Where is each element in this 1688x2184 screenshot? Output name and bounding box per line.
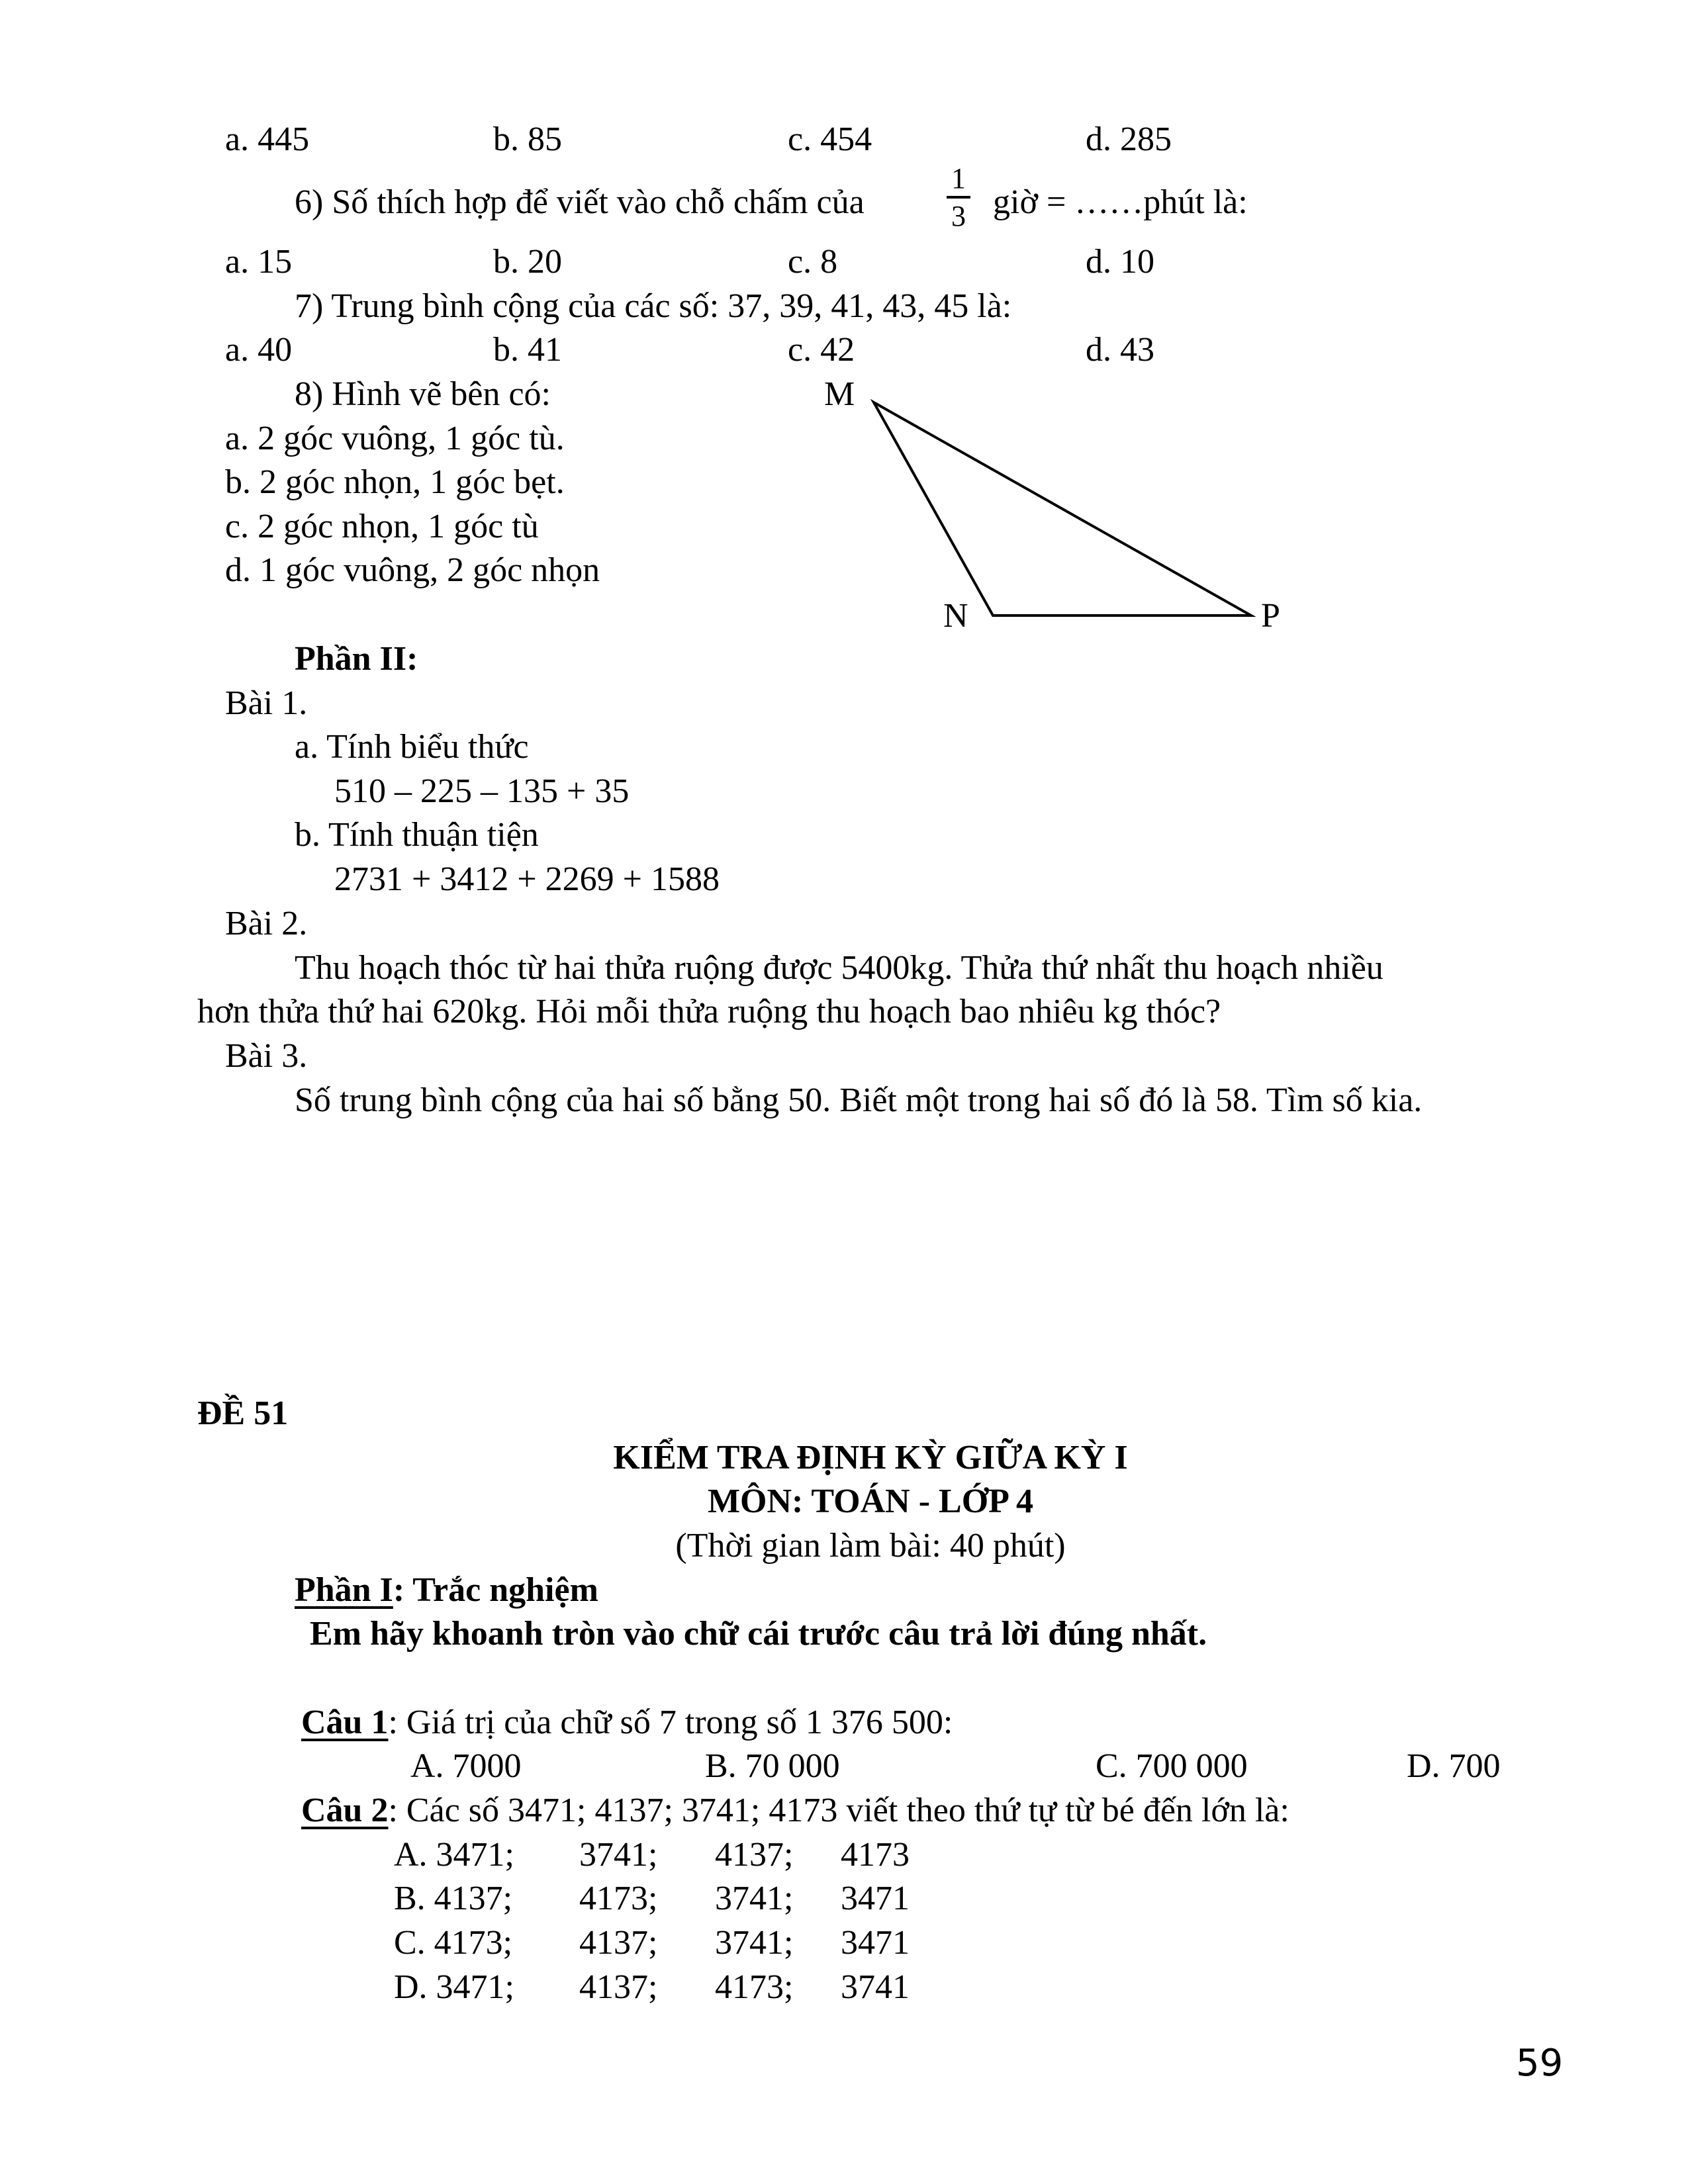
cau2-question [301, 1794, 1289, 1828]
cau2-option-d-col2: 4137; [579, 1968, 658, 2006]
de51-label: ĐỀ 51 [197, 1394, 289, 1432]
triangle-mnp [874, 402, 1251, 615]
q7-option-c: c. 42 [788, 331, 855, 369]
cau1-option-b: B. 70 000 [705, 1747, 840, 1785]
q8-option-b: b. 2 góc nhọn, 1 góc bẹt. [225, 463, 565, 501]
cau2-option-c-col3: 3741; [715, 1924, 794, 1962]
cau2-option-a-col1: A. 3471; [394, 1836, 514, 1874]
exam-subject: MÔN: TOÁN - LỚP 4 [707, 1482, 1034, 1520]
cau1-option-c: C. 700 000 [1096, 1747, 1248, 1785]
cau2-option-a-col3: 4137; [715, 1836, 794, 1874]
page-number: 59 [1516, 2042, 1564, 2085]
q6-option-c: c. 8 [788, 243, 838, 281]
q6-option-b: b. 20 [493, 243, 562, 281]
bai3-text: Số trung bình cộng của hai số bằng 50. Biết một trong hai số đó là 58. Tìm số kia. [295, 1081, 1423, 1119]
cau2-option-d-col4: 3741 [841, 1968, 910, 2006]
cau2-option-c-col4: 3471 [841, 1924, 910, 1962]
bai3-title: Bài 3. [225, 1037, 308, 1075]
bai2-line-1: Thu hoạch thóc từ hai thửa ruộng được 5400kg. Thửa thứ nhất thu hoạch nhiều [295, 949, 1383, 987]
cau2-option-b-col3: 3741; [715, 1880, 794, 1917]
q5-option-d: d. 285 [1086, 120, 1172, 158]
part1-label: Phần I [295, 1571, 393, 1609]
cau2-option-b-col4: 3471 [841, 1880, 910, 1917]
cau1-question [301, 1706, 953, 1740]
cau1-option-a: A. 7000 [410, 1747, 522, 1785]
cau2-option-b-col1: B. 4137; [394, 1880, 513, 1917]
q8-option-a: a. 2 góc vuông, 1 góc tù. [225, 420, 565, 457]
cau1-option-d: D. 700 [1407, 1747, 1501, 1785]
vertex-label-m: M [824, 375, 855, 413]
q7-option-b: b. 41 [493, 331, 562, 369]
cau2-option-c-col2: 4137; [579, 1924, 658, 1962]
vertex-label-n: N [943, 597, 968, 635]
part1-rest: : Trắc nghiệm [393, 1571, 598, 1609]
q5-option-c: c. 454 [788, 120, 872, 158]
q6-option-d: d. 10 [1086, 243, 1154, 281]
cau2-option-d-col1: D. 3471; [394, 1968, 514, 2006]
q7-text: 7) Trung bình cộng của các số: 37, 39, 41, 43, 45 là: [295, 287, 1012, 325]
q5-option-a: a. 445 [225, 120, 310, 158]
cau2-option-a-col2: 3741; [579, 1836, 658, 1874]
q6-fraction-denominator: 3 [951, 200, 966, 232]
cau2-option-b-col2: 4173; [579, 1880, 658, 1917]
cau1-label: Câu 1 [301, 1704, 389, 1741]
cau2-option-d-col3: 4173; [715, 1968, 794, 2006]
bai1-title: Bài 1. [225, 684, 308, 722]
exam-instruction: Em hãy khoanh tròn vào chữ cái trước câu trả lời đúng nhất. [310, 1615, 1207, 1653]
bai1-b-expression: 2731 + 3412 + 2269 + 1588 [334, 860, 720, 898]
cau2-text: : Các số 3471; 4137; 3741; 4173 viết theo thứ tự từ bé đến lớn là: [388, 1792, 1289, 1829]
bai1-b-label: b. Tính thuận tiện [295, 816, 539, 854]
exam-time: (Thời gian làm bài: 40 phút) [675, 1527, 1066, 1565]
vertex-label-p: P [1261, 597, 1280, 635]
q7-option-a: a. 40 [225, 331, 293, 369]
q8-text: 8) Hình vẽ bên có: [295, 375, 551, 413]
bai1-a-label: a. Tính biểu thức [295, 728, 529, 766]
q6-fraction-numerator: 1 [951, 162, 966, 195]
cau2-option-c-col1: C. 4173; [394, 1924, 513, 1962]
bai1-a-expression: 510 – 225 – 135 + 35 [334, 772, 630, 810]
q6-text-before: 6) Số thích hợp để viết vào chỗ chấm của [295, 183, 865, 221]
part1-heading [295, 1573, 598, 1608]
q5-option-b: b. 85 [493, 120, 562, 158]
q7-option-d: d. 43 [1086, 331, 1154, 369]
bai2-title: Bài 2. [225, 905, 308, 942]
exam-title: KIỂM TRA ĐỊNH KỲ GIỮA KỲ I [613, 1439, 1128, 1477]
bai2-line-2: hơn thửa thứ hai 620kg. Hỏi mỗi thửa ruộng thu hoạch bao nhiêu kg thóc? [197, 993, 1221, 1030]
cau2-label: Câu 2 [301, 1792, 389, 1829]
q8-option-d: d. 1 góc vuông, 2 góc nhọn [225, 551, 600, 589]
q6-option-a: a. 15 [225, 243, 293, 281]
q8-option-c: c. 2 góc nhọn, 1 góc tù [225, 508, 539, 545]
part-two-heading: Phần II: [295, 640, 418, 678]
cau1-text: : Giá trị của chữ số 7 trong số 1 376 500: [388, 1704, 953, 1741]
q6-text-after: giờ = ……phút là: [993, 183, 1248, 221]
cau2-option-a-col4: 4173 [841, 1836, 910, 1874]
